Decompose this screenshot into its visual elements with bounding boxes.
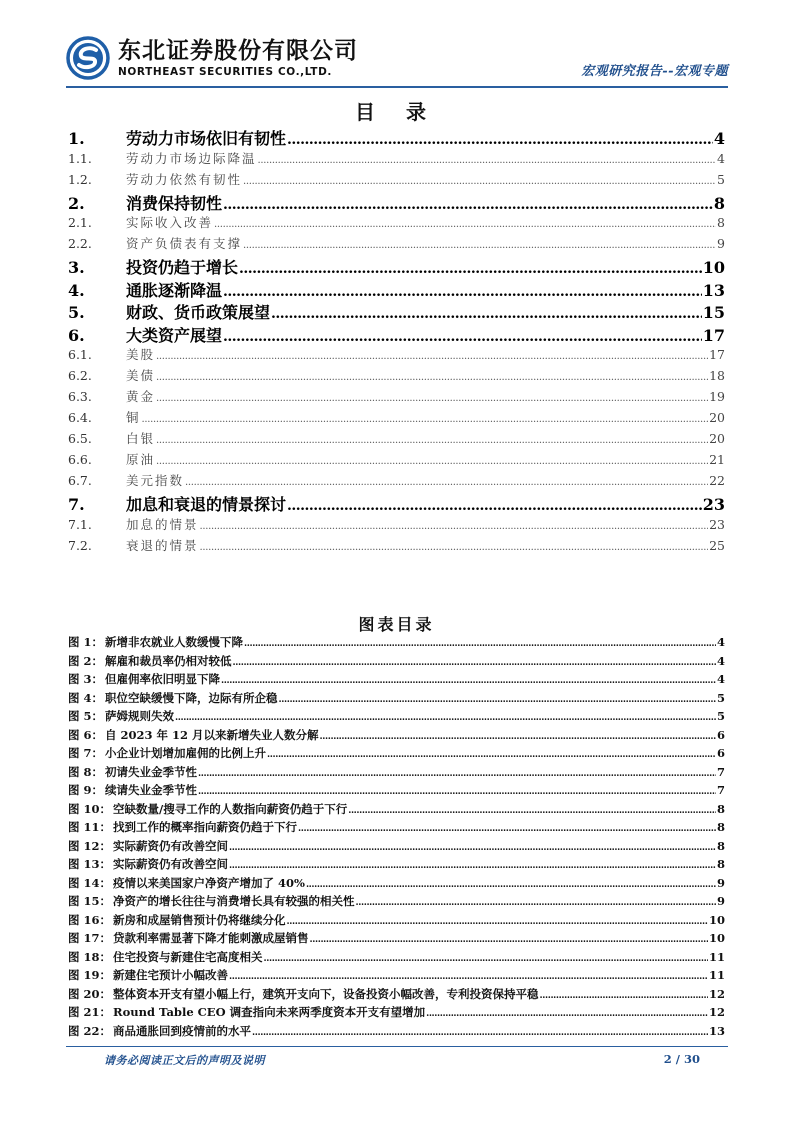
toc-subsection-entry[interactable] [68, 149, 725, 170]
leader-dots [198, 787, 716, 797]
entry-number: 图 22： [68, 1023, 112, 1038]
figure-entry[interactable] [68, 930, 725, 949]
leader-dots [214, 219, 716, 230]
entry-page-number: 6 [716, 746, 725, 760]
entry-label: 整体资本开支有望小幅上行，建筑开支向下，设备投资小幅改善，专利投资保持平稳 [113, 986, 539, 1001]
entry-page-number: 4 [716, 635, 725, 649]
toc-subsection-entry[interactable] [68, 471, 725, 492]
leader-dots [156, 351, 708, 362]
entry-page-number: 12 [708, 986, 725, 1001]
leader-dots [156, 393, 708, 404]
leader-dots [287, 917, 708, 927]
figure-entry[interactable] [68, 912, 725, 931]
entry-label: 原油 [126, 452, 156, 467]
entry-page-number: 5 [716, 690, 725, 705]
entry-label: 财政、货币政策展望 [126, 303, 271, 322]
entry-label: 续请失业金季节性 [105, 783, 198, 797]
entry-label: 大类资产展望 [126, 325, 223, 345]
entry-label: 实际薪资仍有改善空间 [113, 857, 229, 871]
toc-title: 目 录 [355, 100, 438, 124]
entry-number: 图 7： [68, 746, 104, 760]
figure-entry[interactable] [68, 1023, 725, 1042]
entry-label: 空缺数量/搜寻工作的人数指向薪资仍趋于下行 [113, 801, 348, 816]
figure-entry[interactable] [68, 653, 725, 672]
entry-page-number: 9 [717, 236, 725, 251]
entry-number: 7. [68, 495, 85, 514]
entry-label: 但雇佣率依旧明显下降 [105, 672, 221, 686]
entry-number: 7.2. [68, 537, 92, 553]
entry-page-number: 10 [708, 931, 725, 945]
entry-page-number: 8 [716, 857, 725, 871]
entry-number: 6.6. [68, 452, 92, 467]
entry-number: 1.1. [68, 150, 92, 166]
page-indicator: 2 / 30 [663, 1052, 700, 1066]
entry-label: 劳动力市场依旧有韧性 [126, 129, 287, 148]
entry-label: 自 2023 年 12 月以来新增失业人数分解 [105, 727, 319, 742]
entry-page-number: 4 [717, 150, 725, 166]
entry-label: 美股 [126, 347, 156, 362]
footer-disclaimer: 请务必阅读正文后的声明及说明 [104, 1054, 265, 1067]
entry-number: 图 14： [68, 875, 112, 890]
leader-dots [243, 240, 716, 251]
entry-page-number: 6 [716, 727, 725, 742]
figure-entry[interactable] [68, 1004, 725, 1023]
leader-dots [175, 713, 716, 723]
entry-number: 图 6： [68, 727, 104, 742]
figure-entry[interactable] [68, 727, 725, 746]
toc-subsection-entry[interactable] [68, 366, 725, 387]
entry-page-number: 11 [708, 949, 725, 964]
entry-number: 5. [68, 303, 85, 322]
entry-page-number: 11 [708, 968, 725, 982]
leader-dots [156, 435, 708, 446]
entry-label: 实际收入改善 [126, 215, 214, 230]
leader-dots [267, 750, 716, 760]
leader-dots [223, 284, 702, 300]
entry-page-number: 20 [709, 431, 725, 446]
entry-number: 图 4： [68, 690, 104, 705]
leader-dots [258, 155, 717, 166]
leader-dots [200, 542, 709, 553]
entry-label: 新增非农就业人数缓慢下降 [105, 635, 244, 649]
leader-dots [264, 954, 708, 964]
leader-dots [279, 695, 716, 705]
leader-dots [156, 456, 708, 467]
entry-label: 黄金 [126, 389, 156, 404]
entry-page-number: 10 [708, 912, 725, 927]
toc-subsection-entry[interactable] [68, 429, 725, 450]
entry-number: 图 11： [68, 820, 112, 834]
toc-section-entry[interactable] [68, 255, 725, 278]
company-name [118, 38, 358, 79]
entry-number: 图 8： [68, 764, 104, 779]
entry-number: 4. [68, 280, 85, 300]
figure-entry[interactable] [68, 819, 725, 838]
entry-page-number: 22 [709, 473, 725, 488]
entry-label: 实际薪资仍有改善空间 [113, 838, 229, 853]
toc-subsection-entry[interactable] [68, 450, 725, 471]
report-type: 宏观研究报告--宏观专题 [581, 64, 728, 79]
entry-page-number: 23 [709, 516, 725, 532]
entry-page-number: 9 [716, 894, 725, 908]
figure-entry[interactable] [68, 893, 725, 912]
entry-label: 初请失业金季节性 [105, 764, 198, 779]
figure-entry[interactable] [68, 801, 725, 820]
entry-page-number: 4 [716, 653, 725, 668]
entry-number: 6. [68, 325, 85, 345]
leader-dots [310, 935, 708, 945]
entry-page-number: 17 [702, 325, 725, 345]
toc-section-entry[interactable] [68, 278, 725, 301]
figure-entry[interactable] [68, 949, 725, 968]
entry-label: 商品通胀回到疫情前的水平 [113, 1023, 252, 1038]
toc-section-entry[interactable] [68, 492, 725, 515]
entry-page-number: 18 [709, 368, 725, 383]
entry-label: 劳动力市场边际降温 [126, 150, 257, 166]
entry-page-number: 17 [709, 347, 725, 362]
entry-label: 加息和衰退的情景探讨 [126, 495, 287, 514]
entry-label: 通胀逐渐降温 [126, 280, 223, 300]
footer-divider [66, 1046, 728, 1047]
entry-label: 加息的情景 [126, 516, 199, 532]
toc-subsection-entry[interactable] [68, 515, 725, 536]
entry-number: 2. [68, 193, 85, 213]
entry-page-number: 5 [716, 709, 725, 723]
figure-entry[interactable] [68, 745, 725, 764]
entry-number: 2.1. [68, 215, 92, 230]
entry-label: 小企业计划增加雇佣的比例上升 [105, 746, 267, 760]
leader-dots [243, 176, 716, 187]
leader-dots [271, 306, 702, 322]
entry-label: 新房和成屋销售预计仍将继续分化 [113, 912, 286, 927]
toc-subsection-entry[interactable] [68, 408, 725, 429]
entry-page-number: 13 [708, 1023, 725, 1038]
entry-label: 疫情以来美国家户净资产增加了 40% [113, 875, 305, 890]
entry-label: Round Table CEO 调查指向未来两季度资本开支有望增加 [113, 1005, 426, 1019]
entry-number: 1.2. [68, 171, 92, 187]
figure-entry[interactable] [68, 986, 725, 1005]
figure-entry[interactable] [68, 782, 725, 801]
figure-entry[interactable] [68, 671, 725, 690]
entry-number: 图 16： [68, 912, 112, 927]
entry-page-number: 10 [702, 258, 725, 277]
entry-number: 6.4. [68, 410, 92, 425]
entry-number: 图 17： [68, 931, 112, 945]
leader-dots [229, 843, 716, 853]
entry-label: 职位空缺缓慢下降，边际有所企稳 [105, 690, 278, 705]
entry-label: 铜 [126, 410, 141, 425]
leader-dots [306, 880, 716, 890]
entry-label: 消费保持韧性 [126, 193, 223, 213]
entry-number: 图 12： [68, 838, 112, 853]
entry-number: 图 2： [68, 653, 104, 668]
entry-number: 6.5. [68, 431, 92, 446]
leader-dots [239, 261, 702, 277]
toc-section-entry[interactable] [68, 191, 725, 214]
header-divider [66, 86, 728, 88]
entry-number: 7.1. [68, 516, 92, 532]
leader-dots [356, 898, 716, 908]
entry-number: 6.7. [68, 473, 92, 488]
figure-entry[interactable] [68, 764, 725, 783]
leader-dots [156, 372, 708, 383]
entry-label: 新建住宅预计小幅改善 [113, 968, 229, 982]
company-name-en: NORTHEAST SECURITIES CO.,LTD. [118, 66, 332, 78]
entry-number: 图 19： [68, 968, 112, 982]
leader-dots [223, 329, 702, 345]
northeast-securities-logo-icon [66, 36, 110, 80]
leader-dots [426, 1009, 708, 1019]
page-header [66, 34, 728, 86]
entry-number: 图 9： [68, 783, 104, 797]
entry-page-number: 13 [702, 280, 725, 300]
leader-dots [287, 498, 702, 514]
leader-dots [185, 477, 708, 488]
leader-dots [229, 972, 708, 982]
figure-list-title: 图表目录 [358, 615, 435, 634]
entry-label: 资产负债表有支撑 [126, 236, 243, 251]
figure-entry[interactable] [68, 634, 725, 653]
entry-number: 图 18： [68, 949, 112, 964]
leader-dots [142, 414, 709, 425]
leader-dots [221, 676, 716, 686]
entry-label: 萨姆规则失效 [105, 709, 175, 723]
entry-number: 1. [68, 129, 85, 148]
leader-dots [287, 132, 713, 148]
toc-subsection-entry[interactable] [68, 213, 725, 234]
entry-page-number: 4 [716, 672, 725, 686]
entry-label: 美元指数 [126, 473, 185, 488]
entry-number: 图 10： [68, 801, 112, 816]
entry-page-number: 8 [713, 193, 725, 213]
entry-page-number: 8 [716, 820, 725, 834]
toc-subsection-entry[interactable] [68, 170, 725, 191]
figure-entry[interactable] [68, 708, 725, 727]
entry-label: 衰退的情景 [126, 537, 199, 553]
entry-page-number: 4 [713, 129, 725, 148]
entry-page-number: 21 [709, 452, 725, 467]
entry-number: 图 20： [68, 986, 112, 1001]
entry-number: 图 3： [68, 672, 104, 686]
leader-dots [233, 658, 716, 668]
figure-entry[interactable] [68, 875, 725, 894]
entry-label: 净资产的增长往往与消费增长具有较强的相关性 [113, 894, 355, 908]
toc-subsection-entry[interactable] [68, 536, 725, 557]
entry-page-number: 7 [716, 764, 725, 779]
leader-dots [252, 1028, 708, 1038]
figure-entry[interactable] [68, 690, 725, 709]
entry-label: 美债 [126, 368, 156, 383]
entry-page-number: 15 [702, 303, 725, 322]
toc-section-entry[interactable] [68, 126, 725, 149]
entry-page-number: 7 [716, 783, 725, 797]
entry-page-number: 8 [717, 215, 725, 230]
table-of-contents [68, 126, 725, 557]
toc-subsection-entry[interactable] [68, 234, 725, 255]
entry-label: 找到工作的概率指向薪资仍趋于下行 [113, 820, 298, 834]
toc-section-entry[interactable] [68, 300, 725, 323]
entry-label: 劳动力依然有韧性 [126, 171, 243, 187]
entry-number: 2.2. [68, 236, 92, 251]
entry-label: 贷款利率需显著下降才能刺激成屋销售 [113, 931, 309, 945]
entry-page-number: 12 [708, 1005, 725, 1019]
figure-list [68, 634, 725, 1041]
entry-label: 住宅投资与新建住宅高度相关 [113, 949, 263, 964]
entry-page-number: 20 [709, 410, 725, 425]
entry-number: 图 5： [68, 709, 104, 723]
leader-dots [298, 824, 716, 834]
figure-entry[interactable] [68, 838, 725, 857]
entry-number: 图 15： [68, 894, 112, 908]
leader-dots [229, 861, 716, 871]
entry-page-number: 19 [709, 389, 725, 404]
leader-dots [244, 639, 716, 649]
entry-number: 6.2. [68, 368, 92, 383]
leader-dots [540, 991, 708, 1001]
entry-number: 图 13： [68, 857, 112, 871]
entry-page-number: 9 [716, 875, 725, 890]
leader-dots [198, 769, 716, 779]
toc-subsection-entry[interactable] [68, 387, 725, 408]
entry-number: 图 21： [68, 1005, 112, 1019]
leader-dots [200, 521, 709, 532]
leader-dots [223, 197, 713, 213]
entry-number: 图 1： [68, 635, 104, 649]
entry-page-number: 8 [716, 801, 725, 816]
entry-label: 投资仍趋于增长 [126, 258, 239, 277]
entry-page-number: 5 [717, 171, 725, 187]
entry-page-number: 25 [709, 537, 725, 553]
leader-dots [320, 732, 716, 742]
entry-page-number: 23 [702, 495, 725, 514]
leader-dots [348, 806, 716, 816]
figure-entry[interactable] [68, 856, 725, 875]
toc-subsection-entry[interactable] [68, 345, 725, 366]
entry-label: 解雇和裁员率仍相对较低 [105, 653, 232, 668]
entry-label: 白银 [126, 431, 156, 446]
entry-number: 3. [68, 258, 85, 277]
toc-section-entry[interactable] [68, 323, 725, 346]
entry-number: 6.3. [68, 389, 92, 404]
figure-entry[interactable] [68, 967, 725, 986]
entry-number: 6.1. [68, 347, 92, 362]
company-name-cn: 东北证券股份有限公司 [118, 38, 358, 64]
entry-page-number: 8 [716, 838, 725, 853]
